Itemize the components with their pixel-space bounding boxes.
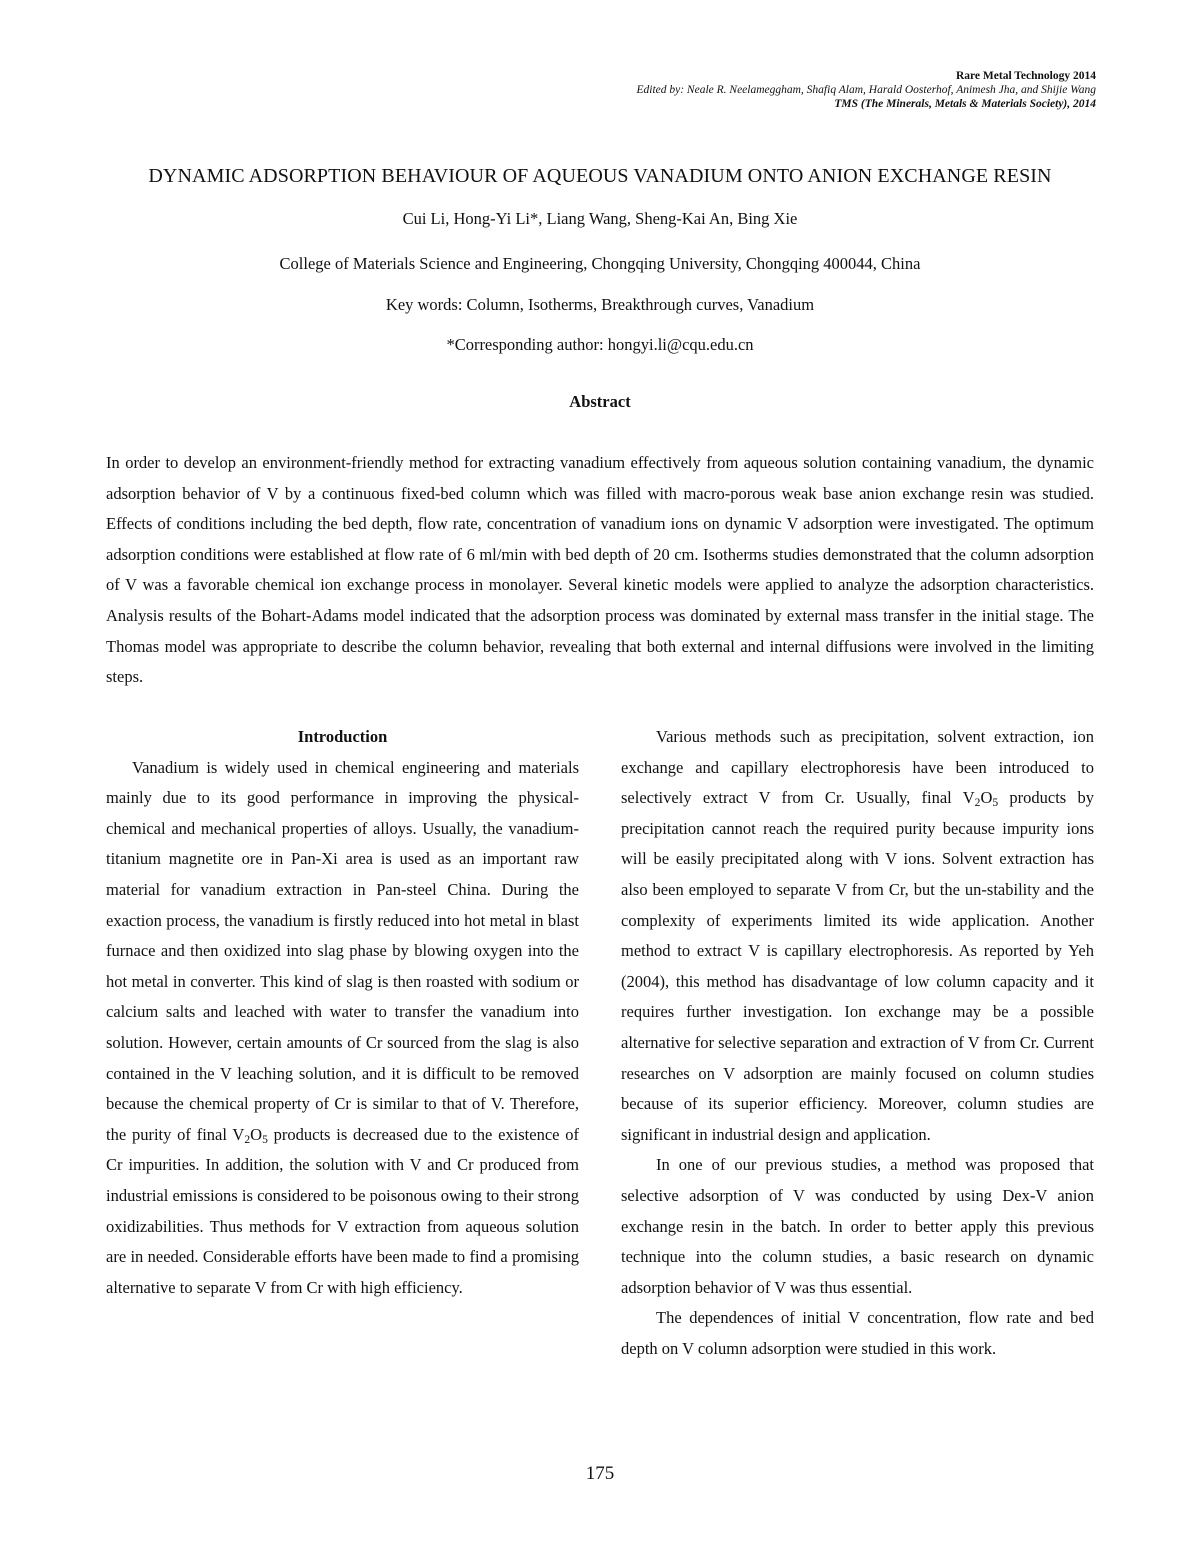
affiliation: College of Materials Science and Engineering, Chongqing University, Chongqing 400044, China: [279, 254, 921, 273]
paper-title: DYNAMIC ADSORPTION BEHAVIOUR OF AQUEOUS VANADIUM ONTO ANION EXCHANGE RESIN: [148, 165, 1052, 187]
introduction-heading: Introduction: [297, 727, 388, 746]
subscript-2: 2: [244, 1133, 251, 1146]
publisher-line: TMS (The Minerals, Metals & Materials Society), 2014: [834, 98, 1096, 110]
subscript-5: 5: [992, 797, 999, 810]
intro-paragraph-4: The dependences of initial V concentration, flow rate and bed depth on V column adsorption were studied in this work.: [621, 1308, 1094, 1358]
abstract-text: In order to develop an environment-friendly method for extracting vanadium effectively from aqueous solution containing vanadium, the dynamic adsorption behavior of V by a continuous fixed-bed column which was filled with macro-porous weak base anion exchange resin was studied. Effects of conditions including the bed depth, flow rate, concentration of vanadium ions on dynamic V adsorption were investigated. The optimum adsorption conditions were established at flow rate of 6 ml/min with bed depth of 20 cm. Isotherms studies demonstrated that the column adsorption of V was a favorable chemical ion exchange process in monolayer. Several kinetic models were applied to analyze the adsorption characteristics. Analysis results of the Bohart-Adams model indicated that the adsorption process was dominated by external mass transfer in the initial stage. The Thomas model was appropriate to describe the column behavior, revealing that both external and internal diffusions were involved in the limiting steps.: [106, 453, 1094, 687]
left-column: [106, 722, 579, 1303]
subscript-5: 5: [262, 1133, 268, 1146]
intro-p2-text-a: Various methods such as precipitation, solvent extraction, ion exchange and capillary electrophoresis have been introduced to selectively extract V from Cr. Usually, final V: [621, 727, 1094, 808]
page-number: 175: [585, 1463, 615, 1484]
intro-paragraph-2: [621, 722, 1094, 1150]
intro-paragraph-3: In one of our previous studies, a method was proposed that selective adsorption of V was conducted by using Dex-V anion exchange resin in the batch. In order to better apply this previous technique into the column studies, a basic research on dynamic adsorption behavior of V was thus essential.: [621, 1155, 1094, 1297]
formula-oxygen: O: [250, 1124, 263, 1144]
editors-line: Edited by: Neale R. Neelameggham, Shafiq Alam, Harald Oosterhof, Animesh Jha, and Shijie Wang: [636, 84, 1096, 96]
author-list: Cui Li, Hong-Yi Li*, Liang Wang, Sheng-Kai An, Bing Xie: [402, 209, 798, 228]
subscript-2: 2: [974, 797, 981, 810]
book-title: Rare Metal Technology 2014: [955, 70, 1096, 82]
intro-p2-text-b: products by precipitation cannot reach the required purity because impurity ions will be easily precipitated along with V ions. Solvent extraction has also been employed to separate V from Cr, but the un-stability and the complexity of experiments limited its wide application. Another method to extract V is capillary electrophoresis. As reported by Yeh (2004), this method has disadvantage of low column capacity and it requires further investigation. Ion exchange may be a possible alternative for selective separation and extraction of V from Cr. Current researches on V adsorption are mainly focused on column studies because of its superior efficiency. Moreover, column studies are significant in industrial design and application.: [621, 788, 1094, 1144]
intro-paragraph-1: [106, 753, 579, 1304]
right-column: [621, 722, 1094, 1364]
keywords: Key words: Column, Isotherms, Breakthrough curves, Vanadium: [385, 295, 815, 314]
corresponding-author: *Corresponding author: hongyi.li@cqu.edu.cn: [446, 335, 754, 354]
formula-oxygen: O: [980, 788, 993, 808]
intro-p1-text-b: products is decreased due to the existence of Cr impurities. In addition, the solution with V and Cr produced from industrial emissions is considered to be poisonous owing to their strong oxidizabilities. Thus methods for V extraction from aqueous solution are in needed. Considerable efforts have been made to find a promising alternative to separate V from Cr with high efficiency.: [106, 1124, 580, 1297]
intro-p1-text-a: Vanadium is widely used in chemical engineering and materials mainly due to its good performance in improving the physical-chemical and mechanical properties of alloys. Usually, the vanadium-titanium magnetite ore in Pan-Xi area is used as an important raw material for vanadium extraction in Pan-steel China. During the exaction process, the vanadium is firstly reduced into hot metal in blast furnace and then oxidized into slag phase by blowing oxygen into the hot metal in converter. This kind of slag is then roasted with sodium or calcium salts and leached with water to transfer the vanadium into solution. However, certain amounts of Cr sourced from the slag is also contained in the V leaching solution, and it is difficult to be removed because the chemical property of Cr is similar to that of V. Therefore, the purity of final V: [106, 757, 579, 1144]
abstract-heading: Abstract: [569, 392, 631, 411]
